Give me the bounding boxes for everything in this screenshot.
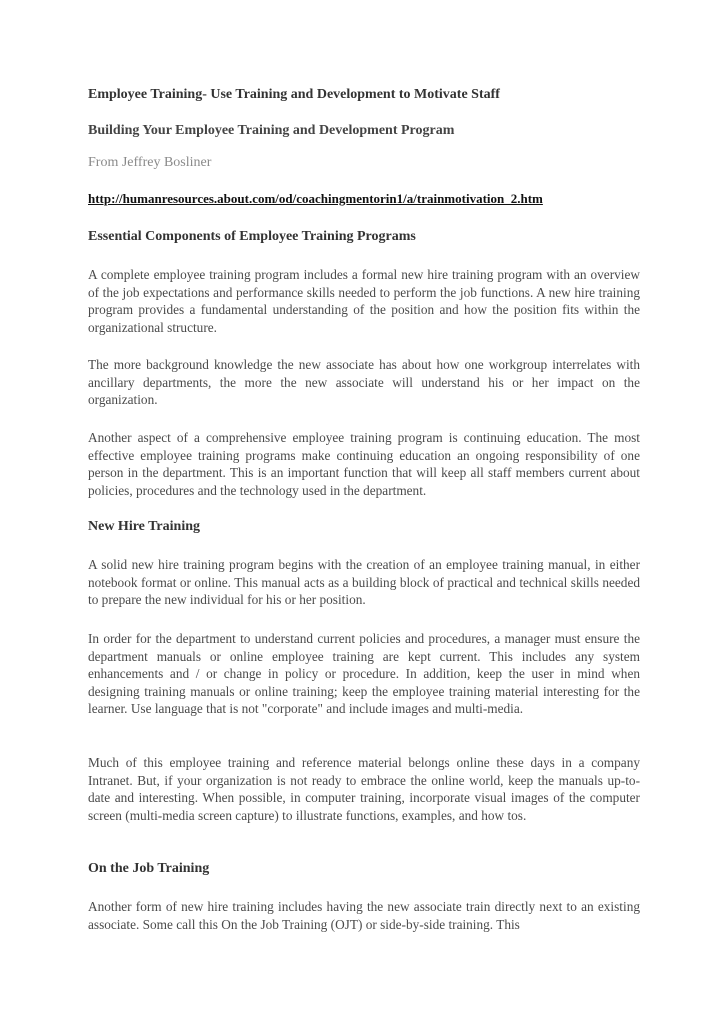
paragraph: Much of this employee training and reference material belongs online these days in a company Intranet. But, if your organization is not ready to embrace the online world, keep the manuals up-to-date and interesting. When possible, in computer training, incorporate visual images of the computer screen (multi-media screen capture) to illustrate functions, examples, and how tos. (88, 755, 640, 823)
document-subtitle: Building Your Employee Training and Development Program (88, 123, 455, 138)
paragraph: The more background knowledge the new associate has about how one workgroup interrelates with ancillary departments, the more the new associate will understand his or her impact on the organization. (88, 357, 640, 407)
section-heading-essential: Essential Components of Employee Training Programs (88, 229, 416, 244)
document-title: Employee Training- Use Training and Development to Motivate Staff (88, 87, 500, 102)
paragraph: A solid new hire training program begins with the creation of an employee training manual, in either notebook format or online. This manual acts as a building block of practical and technical skills needed to prepare the new individual for his or her position. (88, 557, 640, 607)
paragraph: In order for the department to understand current policies and procedures, a manager must ensure the department manuals or online employee training are kept current. This includes any system enhancements and / or change in policy or procedure. In addition, keep the user in mind when designing training manuals or online training; keep the employee training material interesting for the learner. Use language that is not "corporate" and include images and multi-media. (88, 631, 640, 716)
author-line: From Jeffrey Bosliner (88, 155, 212, 170)
paragraph: Another aspect of a comprehensive employee training program is continuing education. The most effective employee training programs make continuing education an ongoing responsibility of one person in the department. This is an important function that will keep all staff members current about policies, procedures and the technology used in the department. (88, 430, 640, 498)
paragraph: Another form of new hire training includes having the new associate train directly next to an existing associate. Some call this On the Job Training (OJT) or side-by-side training. This (88, 899, 640, 932)
section-heading-new-hire: New Hire Training (88, 519, 200, 534)
paragraph: A complete employee training program includes a formal new hire training program with an overview of the job expectations and performance skills needed to perform the job functions. A new hire training program provides a fundamental understanding of the position and how the position fits within the organizational structure. (88, 267, 640, 335)
source-link[interactable]: http://humanresources.about.com/od/coachingmentorin1/a/trainmotivation_2.htm (88, 191, 543, 206)
section-heading-ojt: On the Job Training (88, 861, 210, 876)
